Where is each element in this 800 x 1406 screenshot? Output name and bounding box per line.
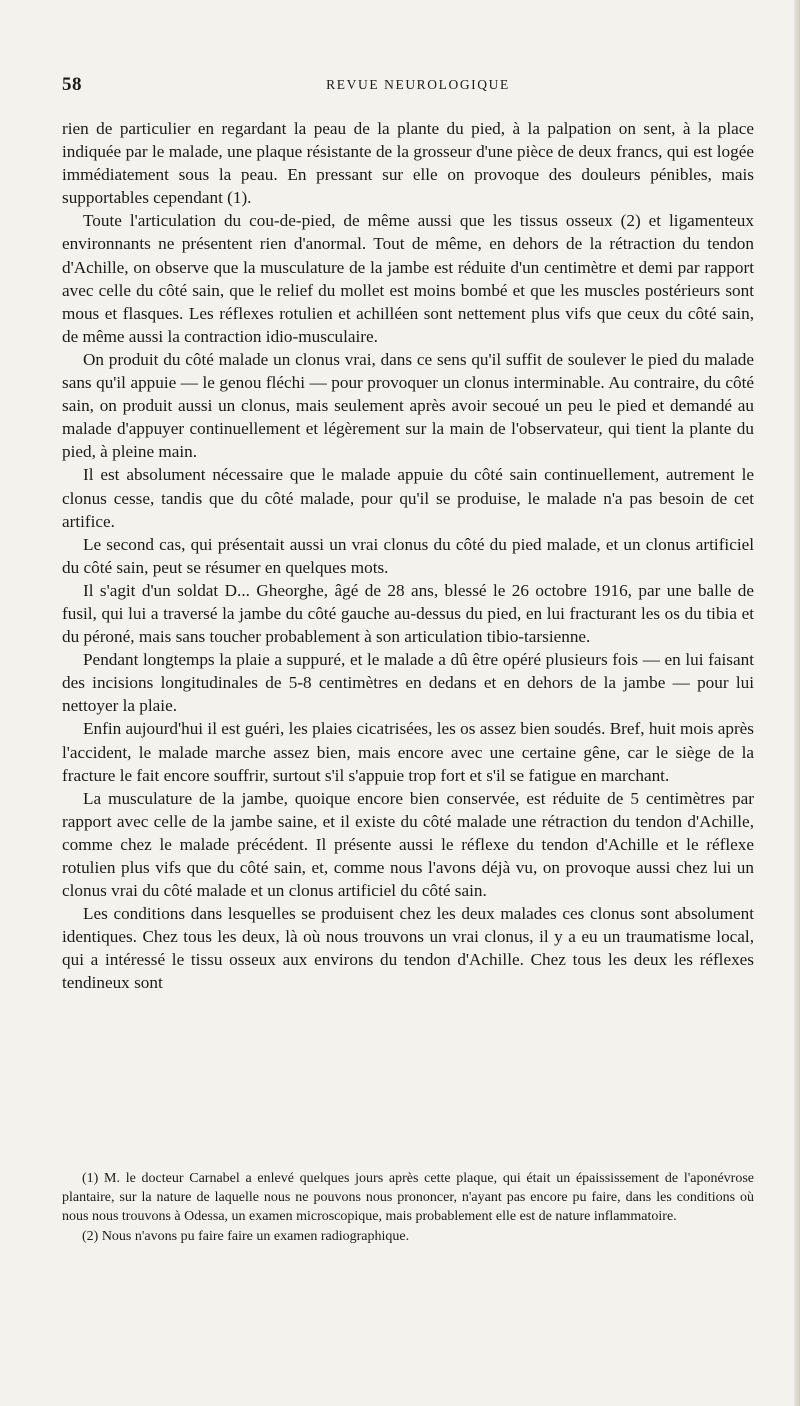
paragraph: Il est absolument nécessaire que le malade appuie du côté sain continuellement, autrement le clonus cesse, tandis que du côté malade, pour qu'il se produise, le malade n'a pas besoin de cet artifice. <box>62 465 754 531</box>
footnote: (1) M. le docteur Carnabel a enlevé quelques jours après cette plaque, qui était un épaississement de l'aponévrose plantaire, sur la nature de laquelle nous ne pouvons nous prononcer, n'ayant pas encore pu faire, dans les conditions où nous nous trouvons à Odessa, un examen microscopique, mais probablement elle est de nature inflammatoire. <box>62 1171 754 1225</box>
paragraph: Il s'agit d'un soldat D... Gheorghe, âgé de 28 ans, blessé le 26 octobre 1916, par une balle de fusil, qui lui a traversé la jambe du côté gauche au-dessus du pied, en lui fracturant les os du tibia et du péroné, mais sans toucher probablement à son articulation tibio-tarsienne. <box>62 580 754 647</box>
footnotes <box>62 1169 754 1246</box>
journal-title: REVUE NEUROLOGIQUE <box>326 77 510 92</box>
page-edge-shadow <box>794 0 800 1406</box>
article-body <box>62 117 754 995</box>
paragraph: Enfin aujourd'hui il est guéri, les plaies cicatrisées, les os assez bien soudés. Bref, huit mois après l'accident, le malade marche assez bien, mais encore avec une certaine gêne, car le siège de la fracture le fait encore souffrir, surtout s'il s'appuie trop fort et s'il se fatigue en marchant. <box>62 719 754 785</box>
paragraph: rien de particulier en regardant la peau de la plante du pied, à la palpation on sent, à la place indiquée par le malade, une plaque résistante de la grosseur d'une pièce de deux francs, qui est logée immédiatement sous la peau. En pressant sur elle on provoque des douleurs pénibles, mais supportables cependant (1). <box>62 119 754 208</box>
running-head <box>62 74 754 96</box>
paragraph: Pendant longtemps la plaie a suppuré, et le malade a dû être opéré plusieurs fois — en lui faisant des incisions longitudinales de 5-8 centimètres en dedans et en dehors de la jambe — pour lui nettoyer la plaie. <box>62 650 754 716</box>
paragraph: Les conditions dans lesquelles se produisent chez les deux malades ces clonus sont absolument identiques. Chez tous les deux, là où nous trouvons un vrai clonus, il y a eu un traumatisme local, qui a intéressé le tissu osseux aux environs du tendon d'Achille. Chez tous les deux les réflexes tendineux sont <box>62 904 754 993</box>
page-number: 58 <box>62 74 82 95</box>
paragraph: Toute l'articulation du cou-de-pied, de même aussi que les tissus osseux (2) et ligamenteux environnants ne présentent rien d'anormal. Tout de même, en dehors de la rétraction du tendon d'Achille, on observe que la musculature de la jambe est réduite d'un centimètre et demi par rapport avec celle du côté sain, que le relief du mollet est moins bombé et que les muscles postérieurs sont mous et flasques. Les réflexes rotulien et achilléen sont nettement plus vifs que ceux du côté sain, de même aussi la contraction idio-musculaire. <box>62 211 754 346</box>
paragraph: La musculature de la jambe, quoique encore bien conservée, est réduite de 5 centimètres par rapport avec celle de la jambe saine, et il existe du côté malade une rétraction du tendon d'Achille, comme chez le malade précédent. Il présente aussi le réflexe du tendon d'Achille et le réflexe rotulien plus vifs que du côté sain, et, comme nous l'avons déjà vu, on provoque aussi chez lui un clonus vrai du côté malade et un clonus artificiel du côté sain. <box>62 788 754 901</box>
footnote: (2) Nous n'avons pu faire faire un examen radiographique. <box>82 1228 410 1244</box>
paragraph: On produit du côté malade un clonus vrai, dans ce sens qu'il suffit de soulever le pied du malade sans qu'il appuie — le genou fléchi — pour provoquer un clonus interminable. Au contraire, du côté sain, on produit aussi un clonus, mais seulement après avoir secoué un peu le pied et demandé au malade d'appuyer continuellement et légèrement sur la main de l'observateur, qui tient la plante du pied, à pleine main. <box>62 349 754 462</box>
paragraph: Le second cas, qui présentait aussi un vrai clonus du côté du pied malade, et un clonus artificiel du côté sain, peut se résumer en quelques mots. <box>62 534 754 577</box>
